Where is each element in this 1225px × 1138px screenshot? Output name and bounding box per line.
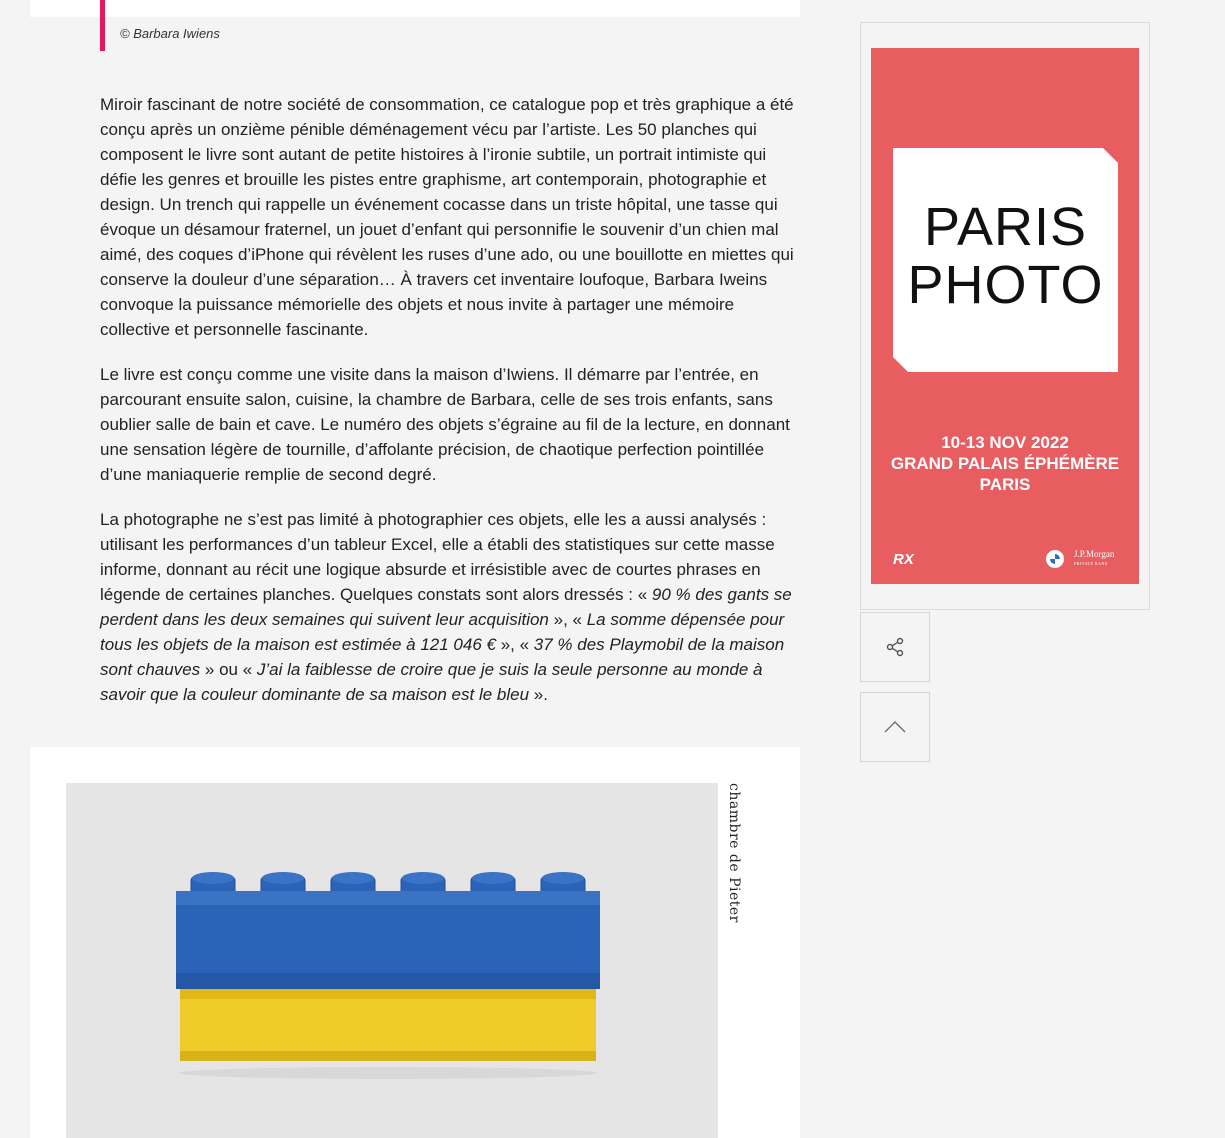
ad-title-line2: PHOTO bbox=[907, 255, 1104, 315]
bmw-logo-icon bbox=[1046, 550, 1064, 568]
paragraph-end: ». bbox=[529, 685, 548, 704]
ad-city: PARIS bbox=[979, 475, 1031, 494]
rx-logo: RX bbox=[893, 551, 914, 568]
previous-image-bottom bbox=[30, 0, 800, 17]
quote-spending: La somme dépensée pour tous les objets de la maison est estimée à 121 046 € bbox=[100, 610, 785, 654]
share-button[interactable] bbox=[860, 612, 930, 682]
article-paragraph: Le livre est conçu comme une visite dans la maison d’Iwiens. Il démarre par l’entrée, en parcourant ensuite salon, cuisine, la chambre de Barbara, celle de ses trois enfants, sans oublier salle de bain et cave. Le numéro des objets s’égraine au fil de la lecture, en donnant une sensation légère de tournille, d’affolante précision, de chaotique perfection pointillée d’une maniaquerie remplie de second degré. bbox=[100, 365, 790, 484]
sponsor-logos bbox=[1046, 550, 1114, 568]
ad-title bbox=[893, 198, 1118, 314]
sponsor-name: J.P.Morgan bbox=[1074, 549, 1115, 559]
chevron-up-icon bbox=[883, 720, 907, 734]
room-label: chambre de Pieter bbox=[726, 783, 742, 923]
article-figure bbox=[30, 747, 800, 1138]
quote-blue: J’ai la faiblesse de croire que je suis la seule personne au monde à savoir que la couleur dominante de sa maison est le bleu bbox=[100, 660, 763, 704]
share-icon bbox=[885, 637, 905, 657]
lego-bricks-image bbox=[66, 783, 718, 1138]
lego-bricks-photo bbox=[66, 783, 718, 1138]
separator: », « bbox=[495, 635, 534, 654]
separator: », « bbox=[548, 610, 587, 629]
ad-title-line1: PARIS bbox=[923, 197, 1088, 257]
image-caption: © Barbara Iwiens bbox=[120, 26, 220, 41]
ad-dates: 10-13 NOV 2022 bbox=[941, 433, 1069, 452]
article-body bbox=[100, 92, 800, 727]
ad-event-info bbox=[871, 432, 1139, 495]
quote-gloves: 90 % des gants se perdent dans les deux semaines qui suivent leur acquisition bbox=[100, 585, 792, 629]
advertisement-frame bbox=[860, 22, 1150, 610]
article-paragraph: Miroir fascinant de notre société de consommation, ce catalogue pop et très graphique a été conçu après un onzième pénible déménagement vécu par l’artiste. Les 50 planches qui composent le livre sont autant de petite histoires à l’ironie subtile, un portrait intimiste qui défie les genres et brouille les pistes entre graphisme, art contemporain, photographie et design. Un trench qui rappelle un événement cocasse dans un triste hôpital, une tasse qui évoque un désamour fraternel, un jouet d’enfant qui personnifie le souvenir d’un chien mal aimé, des coques d’iPhone qui révèlent les ruses d’une ado, ou une bouillotte en miettes qui conserve la douleur d’une séparation… À travers cet inventaire loufoque, Barbara Iweins convoque la puissance mémorielle des objets et nous invite à partager une mémoire collective et personnelle fascinante. bbox=[100, 95, 794, 339]
quote-playmobil: 37 % des Playmobil de la maison sont chauves bbox=[100, 635, 785, 679]
sponsor-subtitle: PRIVATE BANK bbox=[1074, 561, 1109, 566]
paris-photo-ad[interactable] bbox=[871, 48, 1139, 584]
separator: » ou « bbox=[200, 660, 257, 679]
article-paragraph-quotes bbox=[100, 507, 800, 707]
jpmorgan-logo bbox=[1074, 550, 1114, 568]
paragraph-intro: La photographe ne s’est pas limité à photographier ces objets, elle les a aussi analysés : utilisant les performances d’un tableur Excel, elle a établi des statistiques sur cette masse informe, donnant au récit une logique absurde et irrésistible avec de courtes phrases en légende de certaines planches. Quelques constats sont alors dressés : « bbox=[100, 510, 775, 604]
ad-venue: GRAND PALAIS ÉPHÉMÈRE bbox=[890, 454, 1120, 473]
caption-accent-bar bbox=[100, 0, 105, 51]
back-to-top-button[interactable] bbox=[860, 692, 930, 762]
